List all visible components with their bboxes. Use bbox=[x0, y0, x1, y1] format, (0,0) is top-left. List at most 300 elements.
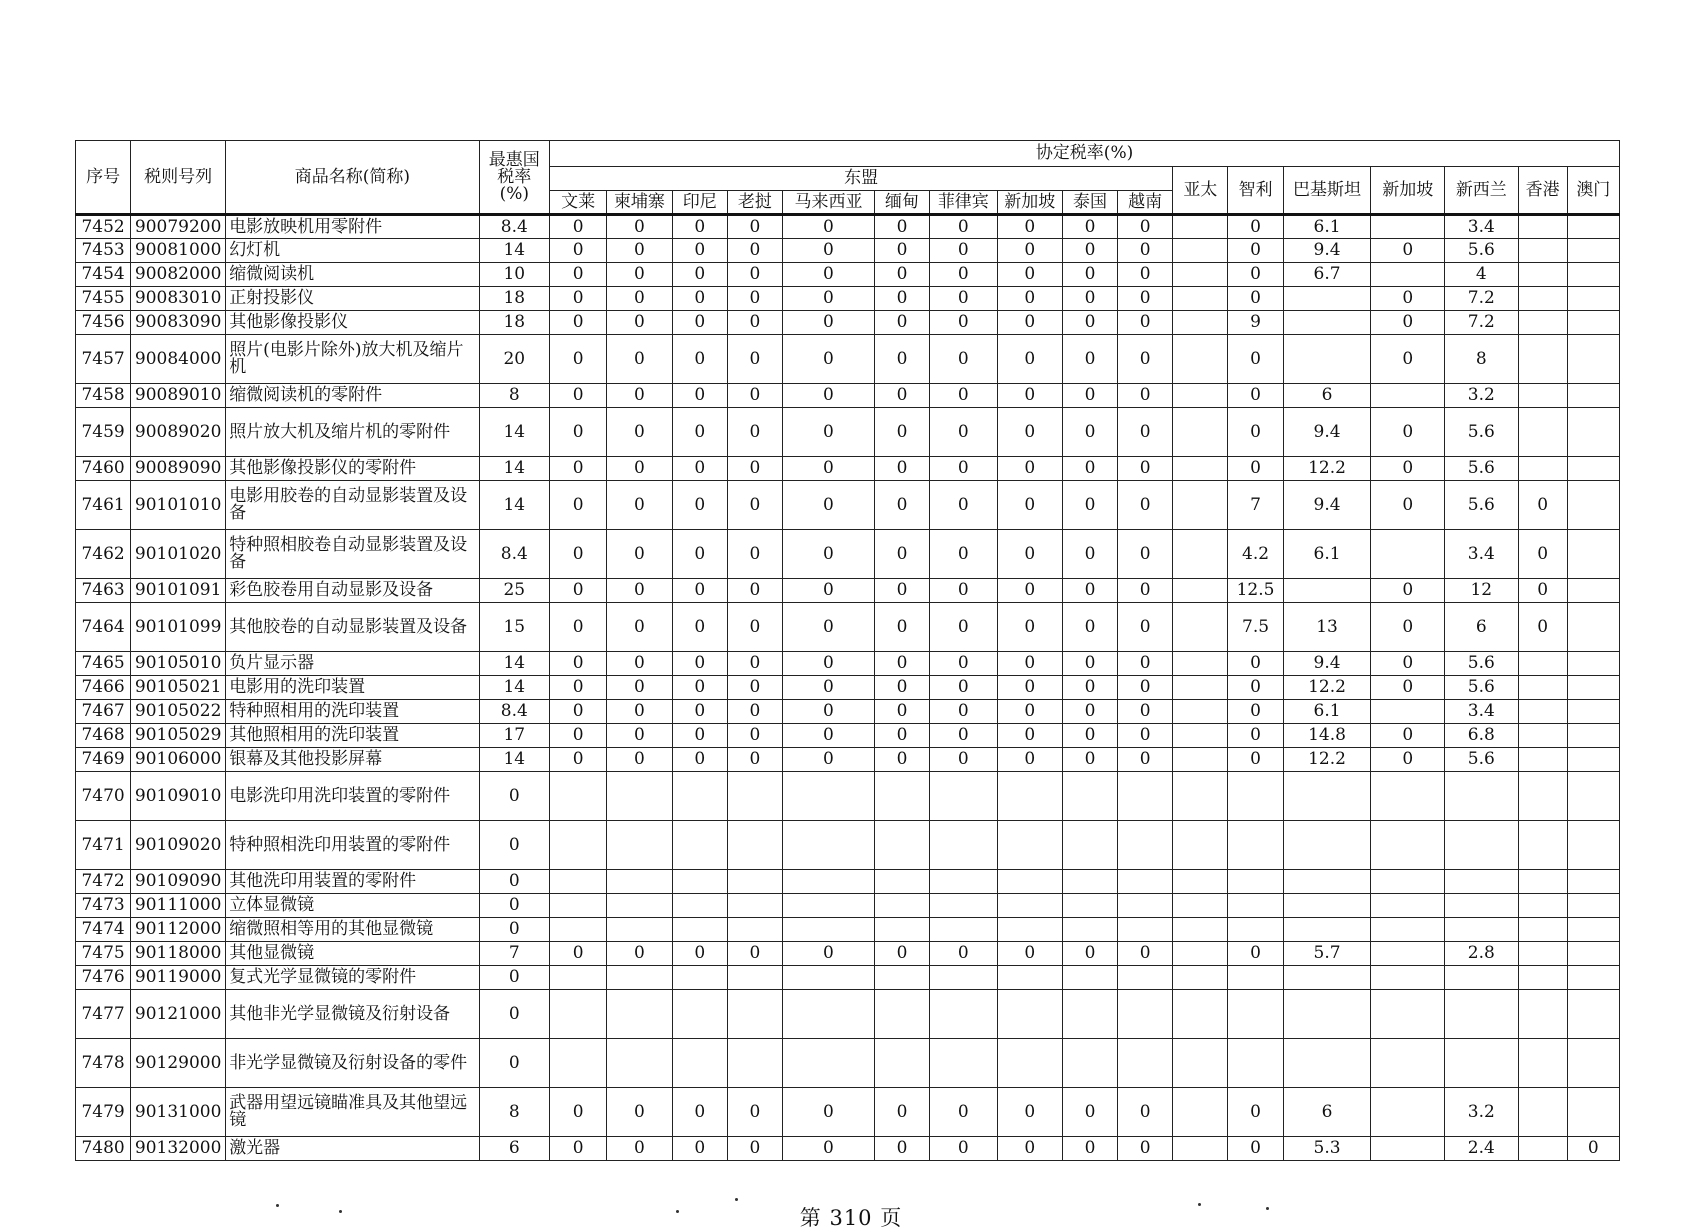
asean-rate-cell bbox=[1062, 894, 1117, 918]
code-cell: 90129000 bbox=[131, 1039, 226, 1088]
header-mfn-line3: (%) bbox=[499, 183, 530, 204]
partner-rate-cell: 12 bbox=[1445, 579, 1519, 603]
partner-rate-cell bbox=[1371, 215, 1445, 239]
asean-rate-cell: 0 bbox=[874, 481, 929, 530]
seq-cell: 7473 bbox=[76, 894, 131, 918]
asean-rate-cell: 0 bbox=[874, 530, 929, 579]
partner-rate-cell: 2.4 bbox=[1445, 1137, 1519, 1161]
partner-rate-cell bbox=[1173, 1039, 1228, 1088]
asean-rate-cell: 0 bbox=[727, 530, 782, 579]
seq-cell: 7476 bbox=[76, 966, 131, 990]
name-cell: 缩微照相等用的其他显微镜 bbox=[226, 918, 479, 942]
asean-rate-cell: 0 bbox=[1118, 530, 1173, 579]
asean-rate-cell: 0 bbox=[1118, 311, 1173, 335]
partner-rate-cell: 0 bbox=[1228, 384, 1283, 408]
asean-rate-cell: 0 bbox=[550, 263, 607, 287]
header-asean: 东盟 bbox=[550, 167, 1173, 191]
table-row bbox=[76, 748, 1620, 772]
header-mfn-line1: 最惠国 bbox=[488, 149, 540, 170]
asean-rate-cell: 0 bbox=[550, 215, 607, 239]
code-cell: 90112000 bbox=[131, 918, 226, 942]
partner-rate-cell bbox=[1173, 481, 1228, 530]
partner-rate-cell bbox=[1173, 1137, 1228, 1161]
table-header bbox=[76, 141, 1620, 215]
partner-rate-cell: 0 bbox=[1371, 408, 1445, 457]
asean-rate-cell: 0 bbox=[1062, 1137, 1117, 1161]
partner-rate-cell: 0 bbox=[1228, 215, 1283, 239]
asean-rate-cell bbox=[607, 918, 672, 942]
partner-rate-cell: 3.4 bbox=[1445, 530, 1519, 579]
asean-rate-cell: 0 bbox=[874, 942, 929, 966]
asean-rate-cell: 0 bbox=[782, 652, 874, 676]
asean-rate-cell bbox=[874, 772, 929, 821]
partner-rate-cell bbox=[1371, 1137, 1445, 1161]
asean-rate-cell: 0 bbox=[930, 748, 997, 772]
partner-rate-cell bbox=[1371, 1088, 1445, 1137]
asean-rate-cell: 0 bbox=[874, 676, 929, 700]
asean-rate-cell: 0 bbox=[672, 215, 727, 239]
asean-rate-cell: 0 bbox=[550, 457, 607, 481]
asean-rate-cell: 0 bbox=[1062, 215, 1117, 239]
partner-rate-cell bbox=[1445, 918, 1519, 942]
asean-rate-cell: 0 bbox=[727, 287, 782, 311]
asean-rate-cell bbox=[874, 894, 929, 918]
partner-rate-cell bbox=[1567, 384, 1619, 408]
page-number: 第 310 页 bbox=[799, 1206, 903, 1230]
scan-speck bbox=[1198, 1203, 1201, 1206]
partner-rate-cell: 6.1 bbox=[1283, 530, 1371, 579]
name-cell: 其他显微镜 bbox=[226, 942, 479, 966]
name-cell: 特种照相胶卷自动显影装置及设备 bbox=[226, 530, 479, 579]
asean-rate-cell: 0 bbox=[782, 239, 874, 263]
partner-rate-cell bbox=[1518, 700, 1567, 724]
asean-rate-cell: 0 bbox=[607, 311, 672, 335]
partner-rate-cell: 0 bbox=[1228, 724, 1283, 748]
asean-rate-cell: 0 bbox=[672, 579, 727, 603]
asean-rate-cell: 0 bbox=[1062, 652, 1117, 676]
partner-rate-cell bbox=[1518, 1137, 1567, 1161]
asean-rate-cell: 0 bbox=[874, 215, 929, 239]
asean-rate-cell: 0 bbox=[550, 700, 607, 724]
partner-rate-cell bbox=[1173, 918, 1228, 942]
mfn-rate-cell: 14 bbox=[479, 457, 549, 481]
asean-rate-cell bbox=[607, 772, 672, 821]
partner-rate-cell: 5.7 bbox=[1283, 942, 1371, 966]
mfn-rate-cell: 0 bbox=[479, 870, 549, 894]
table-row bbox=[76, 311, 1620, 335]
asean-rate-cell bbox=[1062, 966, 1117, 990]
partner-rate-cell: 0 bbox=[1567, 1137, 1619, 1161]
partner-rate-cell bbox=[1567, 724, 1619, 748]
asean-rate-cell: 0 bbox=[874, 1137, 929, 1161]
table-row bbox=[76, 579, 1620, 603]
asean-rate-cell: 0 bbox=[874, 384, 929, 408]
mfn-rate-cell: 14 bbox=[479, 748, 549, 772]
table-row bbox=[76, 287, 1620, 311]
asean-rate-cell: 0 bbox=[782, 335, 874, 384]
asean-rate-cell: 0 bbox=[997, 700, 1062, 724]
asean-rate-cell bbox=[550, 918, 607, 942]
asean-rate-cell: 0 bbox=[930, 1137, 997, 1161]
partner-rate-cell bbox=[1518, 263, 1567, 287]
asean-rate-cell: 0 bbox=[930, 603, 997, 652]
header-asean-member: 菲律宾 bbox=[930, 191, 997, 215]
partner-rate-cell bbox=[1173, 724, 1228, 748]
partner-rate-cell bbox=[1173, 239, 1228, 263]
table-row bbox=[76, 676, 1620, 700]
asean-rate-cell: 0 bbox=[1062, 287, 1117, 311]
partner-rate-cell bbox=[1228, 772, 1283, 821]
code-cell: 90105010 bbox=[131, 652, 226, 676]
asean-rate-cell: 0 bbox=[727, 408, 782, 457]
header-partner: 巴基斯坦 bbox=[1283, 167, 1371, 215]
mfn-rate-cell: 14 bbox=[479, 408, 549, 457]
asean-rate-cell bbox=[727, 894, 782, 918]
partner-rate-cell: 7.5 bbox=[1228, 603, 1283, 652]
asean-rate-cell bbox=[997, 966, 1062, 990]
header-asean-member: 越南 bbox=[1118, 191, 1173, 215]
partner-rate-cell bbox=[1445, 894, 1519, 918]
asean-rate-cell: 0 bbox=[997, 215, 1062, 239]
name-cell: 正射投影仪 bbox=[226, 287, 479, 311]
asean-rate-cell: 0 bbox=[997, 748, 1062, 772]
partner-rate-cell bbox=[1567, 990, 1619, 1039]
partner-rate-cell bbox=[1228, 1039, 1283, 1088]
asean-rate-cell: 0 bbox=[1062, 311, 1117, 335]
asean-rate-cell bbox=[1062, 821, 1117, 870]
partner-rate-cell: 5.6 bbox=[1445, 652, 1519, 676]
asean-rate-cell bbox=[874, 966, 929, 990]
partner-rate-cell: 0 bbox=[1228, 700, 1283, 724]
code-cell: 90105021 bbox=[131, 676, 226, 700]
asean-rate-cell bbox=[727, 990, 782, 1039]
asean-rate-cell: 0 bbox=[1062, 263, 1117, 287]
asean-rate-cell bbox=[997, 772, 1062, 821]
partner-rate-cell: 13 bbox=[1283, 603, 1371, 652]
code-cell: 90109020 bbox=[131, 821, 226, 870]
partner-rate-cell bbox=[1567, 311, 1619, 335]
asean-rate-cell bbox=[997, 990, 1062, 1039]
table-row bbox=[76, 215, 1620, 239]
asean-rate-cell: 0 bbox=[607, 239, 672, 263]
asean-rate-cell: 0 bbox=[997, 263, 1062, 287]
asean-rate-cell: 0 bbox=[997, 239, 1062, 263]
name-cell: 负片显示器 bbox=[226, 652, 479, 676]
partner-rate-cell bbox=[1283, 311, 1371, 335]
partner-rate-cell bbox=[1283, 579, 1371, 603]
asean-rate-cell: 0 bbox=[607, 1088, 672, 1137]
asean-rate-cell: 0 bbox=[1062, 700, 1117, 724]
partner-rate-cell bbox=[1371, 1039, 1445, 1088]
asean-rate-cell: 0 bbox=[930, 457, 997, 481]
partner-rate-cell bbox=[1371, 870, 1445, 894]
asean-rate-cell: 0 bbox=[874, 239, 929, 263]
asean-rate-cell: 0 bbox=[550, 481, 607, 530]
partner-rate-cell bbox=[1283, 287, 1371, 311]
partner-rate-cell bbox=[1173, 821, 1228, 870]
partner-rate-cell bbox=[1228, 966, 1283, 990]
header-asean-member: 新加坡 bbox=[997, 191, 1062, 215]
asean-rate-cell: 0 bbox=[1062, 335, 1117, 384]
asean-rate-cell: 0 bbox=[782, 263, 874, 287]
partner-rate-cell bbox=[1518, 239, 1567, 263]
scan-speck bbox=[276, 1204, 279, 1207]
asean-rate-cell: 0 bbox=[1118, 942, 1173, 966]
seq-cell: 7467 bbox=[76, 700, 131, 724]
mfn-rate-cell: 17 bbox=[479, 724, 549, 748]
asean-rate-cell bbox=[930, 966, 997, 990]
asean-rate-cell: 0 bbox=[607, 287, 672, 311]
name-cell: 电影用的洗印装置 bbox=[226, 676, 479, 700]
partner-rate-cell bbox=[1228, 894, 1283, 918]
name-cell: 电影放映机用零附件 bbox=[226, 215, 479, 239]
asean-rate-cell: 0 bbox=[550, 530, 607, 579]
asean-rate-cell bbox=[607, 821, 672, 870]
partner-rate-cell bbox=[1371, 772, 1445, 821]
header-asean-member: 马来西亚 bbox=[782, 191, 874, 215]
partner-rate-cell bbox=[1567, 772, 1619, 821]
asean-rate-cell: 0 bbox=[672, 700, 727, 724]
table-row bbox=[76, 530, 1620, 579]
partner-rate-cell bbox=[1228, 870, 1283, 894]
asean-rate-cell: 0 bbox=[930, 942, 997, 966]
partner-rate-cell bbox=[1518, 918, 1567, 942]
code-cell: 90079200 bbox=[131, 215, 226, 239]
partner-rate-cell bbox=[1173, 772, 1228, 821]
asean-rate-cell bbox=[782, 966, 874, 990]
name-cell: 幻灯机 bbox=[226, 239, 479, 263]
asean-rate-cell bbox=[672, 1039, 727, 1088]
partner-rate-cell bbox=[1518, 724, 1567, 748]
asean-rate-cell: 0 bbox=[727, 457, 782, 481]
partner-rate-cell bbox=[1567, 579, 1619, 603]
code-cell: 90131000 bbox=[131, 1088, 226, 1137]
asean-rate-cell bbox=[672, 870, 727, 894]
mfn-rate-cell: 0 bbox=[479, 1039, 549, 1088]
partner-rate-cell: 0 bbox=[1371, 311, 1445, 335]
asean-rate-cell: 0 bbox=[1062, 748, 1117, 772]
partner-rate-cell: 12.2 bbox=[1283, 457, 1371, 481]
asean-rate-cell: 0 bbox=[782, 1137, 874, 1161]
code-cell: 90101020 bbox=[131, 530, 226, 579]
partner-rate-cell bbox=[1283, 1039, 1371, 1088]
seq-cell: 7455 bbox=[76, 287, 131, 311]
partner-rate-cell bbox=[1567, 239, 1619, 263]
asean-rate-cell: 0 bbox=[930, 700, 997, 724]
partner-rate-cell bbox=[1518, 870, 1567, 894]
partner-rate-cell bbox=[1371, 384, 1445, 408]
partner-rate-cell: 3.2 bbox=[1445, 1088, 1519, 1137]
asean-rate-cell: 0 bbox=[997, 676, 1062, 700]
asean-rate-cell: 0 bbox=[672, 942, 727, 966]
partner-rate-cell: 0 bbox=[1371, 457, 1445, 481]
partner-rate-cell bbox=[1567, 1039, 1619, 1088]
asean-rate-cell: 0 bbox=[874, 311, 929, 335]
asean-rate-cell: 0 bbox=[727, 676, 782, 700]
asean-rate-cell bbox=[1118, 918, 1173, 942]
partner-rate-cell bbox=[1567, 942, 1619, 966]
header-code: 税则号列 bbox=[131, 141, 226, 215]
name-cell: 其他胶卷的自动显影装置及设备 bbox=[226, 603, 479, 652]
asean-rate-cell: 0 bbox=[874, 724, 929, 748]
asean-rate-cell bbox=[874, 918, 929, 942]
asean-rate-cell: 0 bbox=[672, 748, 727, 772]
asean-rate-cell: 0 bbox=[672, 384, 727, 408]
asean-rate-cell bbox=[874, 1039, 929, 1088]
partner-rate-cell: 5.6 bbox=[1445, 239, 1519, 263]
asean-rate-cell bbox=[1118, 772, 1173, 821]
asean-rate-cell bbox=[1118, 821, 1173, 870]
asean-rate-cell bbox=[997, 870, 1062, 894]
partner-rate-cell: 0 bbox=[1371, 748, 1445, 772]
seq-cell: 7466 bbox=[76, 676, 131, 700]
seq-cell: 7464 bbox=[76, 603, 131, 652]
asean-rate-cell bbox=[782, 870, 874, 894]
seq-cell: 7462 bbox=[76, 530, 131, 579]
partner-rate-cell bbox=[1518, 215, 1567, 239]
asean-rate-cell: 0 bbox=[672, 530, 727, 579]
table-row bbox=[76, 1088, 1620, 1137]
partner-rate-cell: 0 bbox=[1371, 335, 1445, 384]
seq-cell: 7465 bbox=[76, 652, 131, 676]
asean-rate-cell: 0 bbox=[1118, 287, 1173, 311]
table-row bbox=[76, 990, 1620, 1039]
asean-rate-cell: 0 bbox=[550, 942, 607, 966]
partner-rate-cell bbox=[1173, 215, 1228, 239]
asean-rate-cell: 0 bbox=[997, 530, 1062, 579]
partner-rate-cell bbox=[1445, 990, 1519, 1039]
seq-cell: 7463 bbox=[76, 579, 131, 603]
name-cell: 非光学显微镜及衍射设备的零件 bbox=[226, 1039, 479, 1088]
partner-rate-cell bbox=[1283, 772, 1371, 821]
partner-rate-cell: 6 bbox=[1445, 603, 1519, 652]
asean-rate-cell: 0 bbox=[727, 942, 782, 966]
partner-rate-cell: 6.1 bbox=[1283, 700, 1371, 724]
partner-rate-cell bbox=[1567, 457, 1619, 481]
partner-rate-cell: 0 bbox=[1371, 724, 1445, 748]
asean-rate-cell: 0 bbox=[1118, 603, 1173, 652]
name-cell: 其他洗印用装置的零附件 bbox=[226, 870, 479, 894]
asean-rate-cell: 0 bbox=[782, 530, 874, 579]
asean-rate-cell: 0 bbox=[727, 384, 782, 408]
code-cell: 90132000 bbox=[131, 1137, 226, 1161]
asean-rate-cell: 0 bbox=[1062, 481, 1117, 530]
asean-rate-cell: 0 bbox=[997, 384, 1062, 408]
asean-rate-cell: 0 bbox=[727, 239, 782, 263]
asean-rate-cell bbox=[607, 894, 672, 918]
mfn-rate-cell: 8.4 bbox=[479, 530, 549, 579]
asean-rate-cell: 0 bbox=[727, 311, 782, 335]
partner-rate-cell bbox=[1518, 966, 1567, 990]
asean-rate-cell bbox=[930, 894, 997, 918]
asean-rate-cell bbox=[930, 821, 997, 870]
asean-rate-cell: 0 bbox=[930, 287, 997, 311]
table-row bbox=[76, 966, 1620, 990]
table-row bbox=[76, 700, 1620, 724]
asean-rate-cell bbox=[672, 966, 727, 990]
asean-rate-cell: 0 bbox=[1118, 408, 1173, 457]
asean-rate-cell: 0 bbox=[930, 530, 997, 579]
seq-cell: 7469 bbox=[76, 748, 131, 772]
table-row bbox=[76, 1137, 1620, 1161]
asean-rate-cell: 0 bbox=[727, 748, 782, 772]
partner-rate-cell bbox=[1567, 335, 1619, 384]
partner-rate-cell: 3.4 bbox=[1445, 700, 1519, 724]
asean-rate-cell: 0 bbox=[727, 263, 782, 287]
seq-cell: 7468 bbox=[76, 724, 131, 748]
asean-rate-cell: 0 bbox=[930, 215, 997, 239]
asean-rate-cell: 0 bbox=[782, 942, 874, 966]
asean-rate-cell: 0 bbox=[1118, 335, 1173, 384]
name-cell: 特种照相用的洗印装置 bbox=[226, 700, 479, 724]
asean-rate-cell: 0 bbox=[1062, 530, 1117, 579]
mfn-rate-cell: 0 bbox=[479, 894, 549, 918]
code-cell: 90081000 bbox=[131, 239, 226, 263]
mfn-rate-cell: 18 bbox=[479, 287, 549, 311]
seq-cell: 7472 bbox=[76, 870, 131, 894]
asean-rate-cell: 0 bbox=[672, 408, 727, 457]
mfn-rate-cell: 8.4 bbox=[479, 215, 549, 239]
header-asean-member: 泰国 bbox=[1062, 191, 1117, 215]
asean-rate-cell: 0 bbox=[727, 700, 782, 724]
partner-rate-cell bbox=[1283, 918, 1371, 942]
name-cell: 立体显微镜 bbox=[226, 894, 479, 918]
seq-cell: 7456 bbox=[76, 311, 131, 335]
partner-rate-cell bbox=[1173, 652, 1228, 676]
asean-rate-cell: 0 bbox=[997, 1137, 1062, 1161]
partner-rate-cell bbox=[1518, 287, 1567, 311]
asean-rate-cell bbox=[672, 772, 727, 821]
asean-rate-cell bbox=[672, 990, 727, 1039]
header-partner: 亚太 bbox=[1173, 167, 1228, 215]
mfn-rate-cell: 14 bbox=[479, 676, 549, 700]
partner-rate-cell bbox=[1567, 676, 1619, 700]
partner-rate-cell bbox=[1173, 676, 1228, 700]
partner-rate-cell: 0 bbox=[1371, 287, 1445, 311]
asean-rate-cell: 0 bbox=[550, 1137, 607, 1161]
partner-rate-cell bbox=[1283, 335, 1371, 384]
asean-rate-cell: 0 bbox=[727, 724, 782, 748]
asean-rate-cell: 0 bbox=[930, 652, 997, 676]
asean-rate-cell: 0 bbox=[607, 263, 672, 287]
asean-rate-cell bbox=[782, 1039, 874, 1088]
asean-rate-cell: 0 bbox=[550, 1088, 607, 1137]
asean-rate-cell: 0 bbox=[782, 408, 874, 457]
name-cell: 缩微阅读机 bbox=[226, 263, 479, 287]
asean-rate-cell: 0 bbox=[727, 1088, 782, 1137]
tariff-table bbox=[75, 140, 1620, 1161]
partner-rate-cell bbox=[1567, 1088, 1619, 1137]
partner-rate-cell bbox=[1173, 263, 1228, 287]
asean-rate-cell bbox=[672, 918, 727, 942]
partner-rate-cell bbox=[1567, 894, 1619, 918]
code-cell: 90106000 bbox=[131, 748, 226, 772]
asean-rate-cell: 0 bbox=[1062, 239, 1117, 263]
partner-rate-cell bbox=[1173, 700, 1228, 724]
header-mfn-line2: 税率 bbox=[497, 166, 532, 187]
code-cell: 90089010 bbox=[131, 384, 226, 408]
asean-rate-cell: 0 bbox=[782, 311, 874, 335]
asean-rate-cell bbox=[930, 772, 997, 821]
mfn-rate-cell: 14 bbox=[479, 652, 549, 676]
header-name: 商品名称(简称) bbox=[226, 141, 479, 215]
partner-rate-cell: 0 bbox=[1228, 1137, 1283, 1161]
partner-rate-cell bbox=[1371, 966, 1445, 990]
asean-rate-cell bbox=[930, 1039, 997, 1088]
partner-rate-cell: 9 bbox=[1228, 311, 1283, 335]
table-row bbox=[76, 821, 1620, 870]
asean-rate-cell: 0 bbox=[874, 748, 929, 772]
